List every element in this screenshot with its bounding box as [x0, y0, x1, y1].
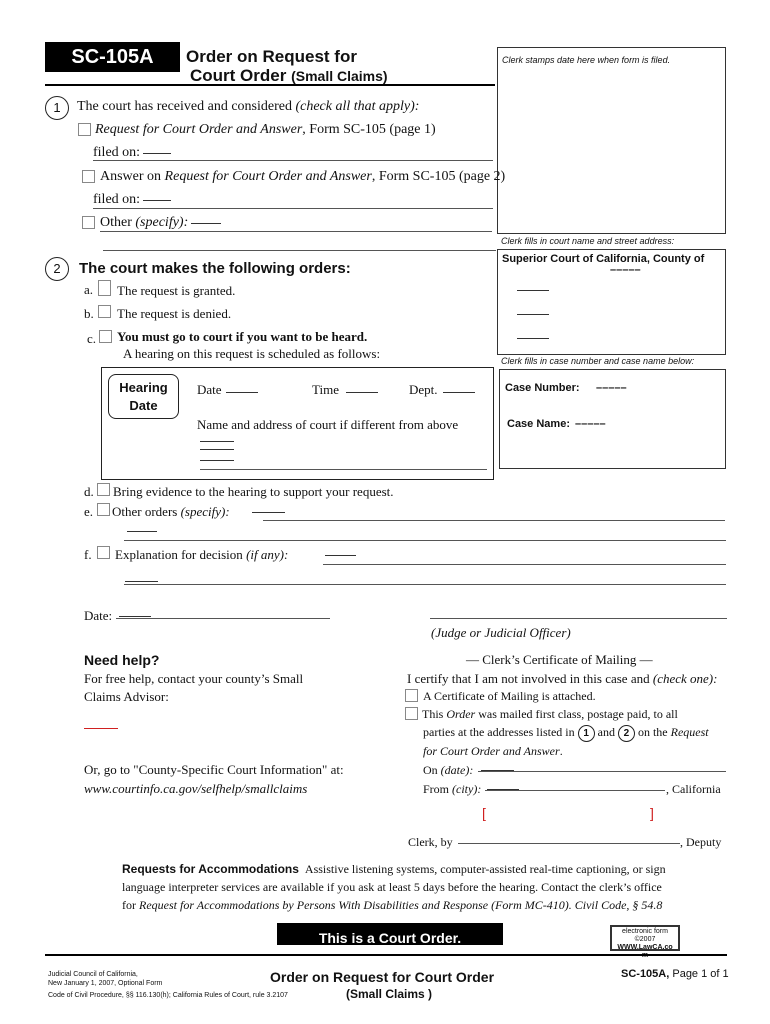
opt2-title-a: Request: [670, 725, 709, 739]
badge-line3: m: [641, 952, 649, 959]
order-a-letter: a.: [84, 282, 94, 297]
opt2-and: and: [597, 725, 615, 739]
accommodations-line2: language interpreter services are available if you ask at least 5 days before the hearing. Contact the clerk’s office: [122, 880, 662, 894]
form-title-line2: [190, 66, 388, 86]
court-line-1: [517, 290, 549, 291]
item2-filed-line[interactable]: [93, 208, 493, 209]
order-a-text: The request is granted.: [117, 283, 236, 298]
accommodations-line3: [122, 898, 662, 913]
date-line[interactable]: [116, 618, 330, 619]
mailing-opt1-checkbox[interactable]: [405, 689, 418, 702]
case-name-label: Case Name:: [507, 418, 570, 430]
order-e-line-2[interactable]: [124, 540, 726, 541]
item1-filed-dash: [143, 153, 171, 154]
item2-title: Request for Court Order and Answer: [164, 169, 372, 184]
order-f-letter: f.: [84, 547, 92, 562]
on-hint: (date):: [440, 763, 474, 777]
hearing-box: [101, 367, 494, 480]
opt2-ref2: 2: [618, 725, 635, 742]
order-c-letter: c.: [87, 331, 97, 346]
mailing-opt2-line3: [423, 744, 563, 759]
item2-text: [100, 169, 505, 185]
item2-checkbox[interactable]: [82, 170, 95, 183]
address-dash-2: [200, 449, 234, 450]
order-b-text: The request is denied.: [117, 306, 232, 321]
on-date-line[interactable]: [478, 771, 726, 772]
order-e-dash-2: [127, 531, 157, 532]
mailing-on: [423, 763, 473, 778]
hearing-tag-line2: Date: [129, 398, 158, 413]
footer-title: Order on Request for Court Order: [270, 969, 495, 985]
address-dash-1: [200, 441, 234, 442]
order-b-letter: b.: [84, 306, 94, 321]
order-f-text: [115, 547, 288, 563]
section-2-number: 2: [45, 257, 69, 281]
item1-rest: , Form SC-105 (page 1): [302, 122, 436, 137]
order-c-text: You must go to court if you want to be heard.: [117, 329, 368, 344]
hearing-date-label: Date: [197, 382, 222, 397]
hearing-time-line[interactable]: [346, 392, 378, 393]
section-1-intro-hint: (check all that apply):: [295, 99, 420, 114]
mailing-state: , California: [666, 782, 721, 796]
order-f-hint: (if any):: [246, 547, 289, 562]
footer-page-number: Page 1 of 1: [672, 968, 729, 980]
on-label: On: [423, 763, 438, 777]
opt2-word: Order: [446, 707, 476, 721]
address-dash-3: [200, 460, 234, 461]
item1-title: Request for Court Order and Answer: [95, 122, 303, 137]
opt2-on-the: on the: [637, 725, 668, 739]
item2-pre: Answer on: [100, 169, 165, 184]
mailing-opt2-text: [422, 707, 678, 722]
clerk-by-label: Clerk, by: [408, 835, 453, 849]
order-e-text: [112, 504, 230, 520]
other-line[interactable]: [100, 231, 492, 232]
court-line-2: [517, 314, 549, 315]
other-hint: (specify):: [135, 215, 189, 230]
footer-rule: [45, 954, 727, 956]
header-rule: [45, 84, 495, 86]
hearing-tag-line1: Hearing: [119, 380, 168, 395]
court-address-label: Name and address of court if different from above: [197, 417, 459, 432]
mailing-opt1-text: A Certificate of Mailing is attached.: [423, 689, 596, 703]
opt2-title-b: for Court Order and Answer: [423, 744, 560, 758]
order-e-dash: [252, 512, 285, 513]
other-checkbox[interactable]: [82, 216, 95, 229]
item2-filed-label: filed on:: [93, 192, 141, 207]
lawca-badge[interactable]: [610, 925, 680, 959]
order-d-letter: d.: [84, 484, 94, 499]
clerk-stamp-note: Clerk stamps date here when form is filed.: [502, 55, 671, 65]
item1-filed-label: filed on:: [93, 145, 141, 160]
order-a-checkbox[interactable]: [98, 280, 111, 296]
from-hint: (city):: [452, 782, 482, 796]
case-caption: Clerk fills in case number and case name below:: [501, 356, 695, 366]
form-title-suffix: (Small Claims): [291, 68, 388, 84]
accommodations-heading: Requests for Accommodations: [122, 862, 299, 876]
form-code-badge: [45, 42, 180, 72]
mailing-opt2-checkbox[interactable]: [405, 707, 418, 720]
order-f-dash: [325, 555, 356, 556]
mailing-from: [423, 782, 481, 797]
form-title-line1: Order on Request for: [186, 47, 357, 66]
date-label: Date:: [84, 608, 113, 623]
opt2-ref1: 1: [578, 725, 595, 742]
help-line3: Or, go to "County-Specific Court Information" at:: [84, 762, 344, 777]
mailing-title: — Clerk’s Certificate of Mailing —: [466, 652, 653, 667]
item2-rest: , Form SC-105 (page 2): [371, 169, 506, 184]
section-1-number: 1: [45, 96, 69, 120]
order-d-text: Bring evidence to the hearing to support your request.: [113, 484, 394, 499]
opt2-post: was mailed first class, postage paid, to all: [478, 707, 678, 721]
item2-filed-dash: [143, 200, 171, 201]
order-e-label: Other orders: [112, 504, 178, 519]
court-name-box[interactable]: [497, 249, 726, 355]
court-order-banner-text: This is a Court Order.: [318, 930, 462, 945]
court-line-3: [517, 338, 549, 339]
hearing-dept-label: Dept.: [409, 382, 438, 397]
other-label: Other: [100, 215, 132, 230]
footer-council: Judicial Council of California,: [48, 971, 138, 978]
advisor-red-line: [84, 728, 118, 729]
section-1-intro: [77, 99, 419, 115]
order-e-hint: (specify):: [180, 504, 230, 519]
opt2-pre: This: [422, 707, 444, 721]
address-line[interactable]: [200, 469, 487, 470]
opt2-line2-pre: parties at the addresses listed in: [423, 725, 575, 739]
section-divider: [103, 250, 496, 251]
accommodations-line1: [122, 862, 666, 877]
opt2-period: .: [559, 744, 563, 758]
mailing-certify-hint: (check one):: [652, 671, 718, 686]
section-2-heading: The court makes the following orders:: [79, 260, 351, 277]
order-c-sub: A hearing on this request is scheduled as follows:: [123, 346, 381, 361]
from-label: From: [423, 782, 450, 796]
help-heading: Need help?: [84, 652, 160, 668]
footer-code: Code of Civil Procedure, §§ 116.130(h); California Rules of Court, rule 3.2107: [48, 992, 288, 999]
bracket-open: [: [482, 805, 486, 821]
order-c-checkbox[interactable]: [99, 330, 112, 343]
hearing-date-line[interactable]: [226, 392, 258, 393]
item1-text: [95, 122, 436, 138]
from-city-line[interactable]: [485, 790, 665, 791]
accommodations-text1: Assistive listening systems, computer-assisted real-time captioning, or sign: [304, 862, 666, 876]
form-title-main: Court Order: [190, 66, 287, 85]
order-f-line-1[interactable]: [323, 564, 726, 565]
judge-label: (Judge or Judicial Officer): [431, 625, 571, 640]
bracket-close: ]: [650, 805, 654, 821]
case-name-value: –––––: [575, 418, 606, 430]
court-title: Superior Court of California, County of: [502, 253, 705, 265]
section-1-intro-text: The court has received and considered: [77, 99, 292, 114]
hearing-dept-line[interactable]: [443, 392, 475, 393]
footer-page: [621, 968, 729, 980]
help-line1: For free help, contact your county’s Small: [84, 671, 304, 686]
item1-filed-line[interactable]: [93, 160, 493, 161]
order-e-line-1[interactable]: [263, 520, 725, 521]
mailing-certify-text: I certify that I am not involved in this case and: [407, 671, 650, 686]
order-e-letter: e.: [84, 504, 94, 519]
case-number-value: –––––: [596, 382, 627, 394]
other-dash: [191, 223, 221, 224]
judge-signature-line[interactable]: [430, 618, 727, 619]
order-b-checkbox[interactable]: [98, 305, 111, 318]
footer-subtitle: (Small Claims ): [346, 987, 433, 1001]
footer-effective: New January 1, 2007, Optional Form: [48, 980, 163, 987]
order-f-dash-2: [125, 581, 158, 582]
order-f-checkbox[interactable]: [97, 546, 110, 559]
case-box[interactable]: [499, 369, 726, 469]
other-text: [100, 215, 188, 231]
clerk-by-line[interactable]: [458, 843, 680, 844]
accommodations-text3-pre: for: [122, 898, 136, 912]
badge-line1: electronic form ©2007: [622, 928, 668, 943]
order-e-checkbox[interactable]: [97, 503, 110, 516]
date-dash: [119, 616, 151, 617]
hearing-time-label: Time: [312, 382, 339, 397]
court-caption: Clerk fills in court name and street address:: [501, 236, 675, 246]
badge-line2: WWW.LawCA.co: [617, 944, 673, 951]
accommodations-text3-title: Request for Accommodations by Persons With Disabilities and Response (Form MC-410). Civil Code, § 54.8: [139, 898, 663, 912]
mailing-opt2-line2: [423, 725, 709, 742]
order-f-label: Explanation for decision: [115, 547, 243, 562]
footer-form-code: SC-105A,: [621, 968, 670, 980]
order-d-checkbox[interactable]: [97, 483, 110, 496]
mailing-certify: [407, 671, 717, 687]
deputy-label: , Deputy: [680, 835, 722, 849]
court-order-banner: [277, 923, 503, 945]
order-f-line-2[interactable]: [124, 584, 726, 585]
item1-checkbox[interactable]: [78, 123, 91, 136]
hearing-date-tag: [108, 374, 179, 419]
court-placeholder: –––––: [610, 264, 641, 276]
case-number-label: Case Number:: [505, 382, 580, 394]
form-code: SC-105A: [71, 46, 154, 68]
help-line2: Claims Advisor:: [84, 689, 169, 704]
help-url[interactable]: www.courtinfo.ca.gov/selfhelp/smallclaims: [84, 781, 308, 796]
clerk-stamp-box: [497, 47, 726, 234]
